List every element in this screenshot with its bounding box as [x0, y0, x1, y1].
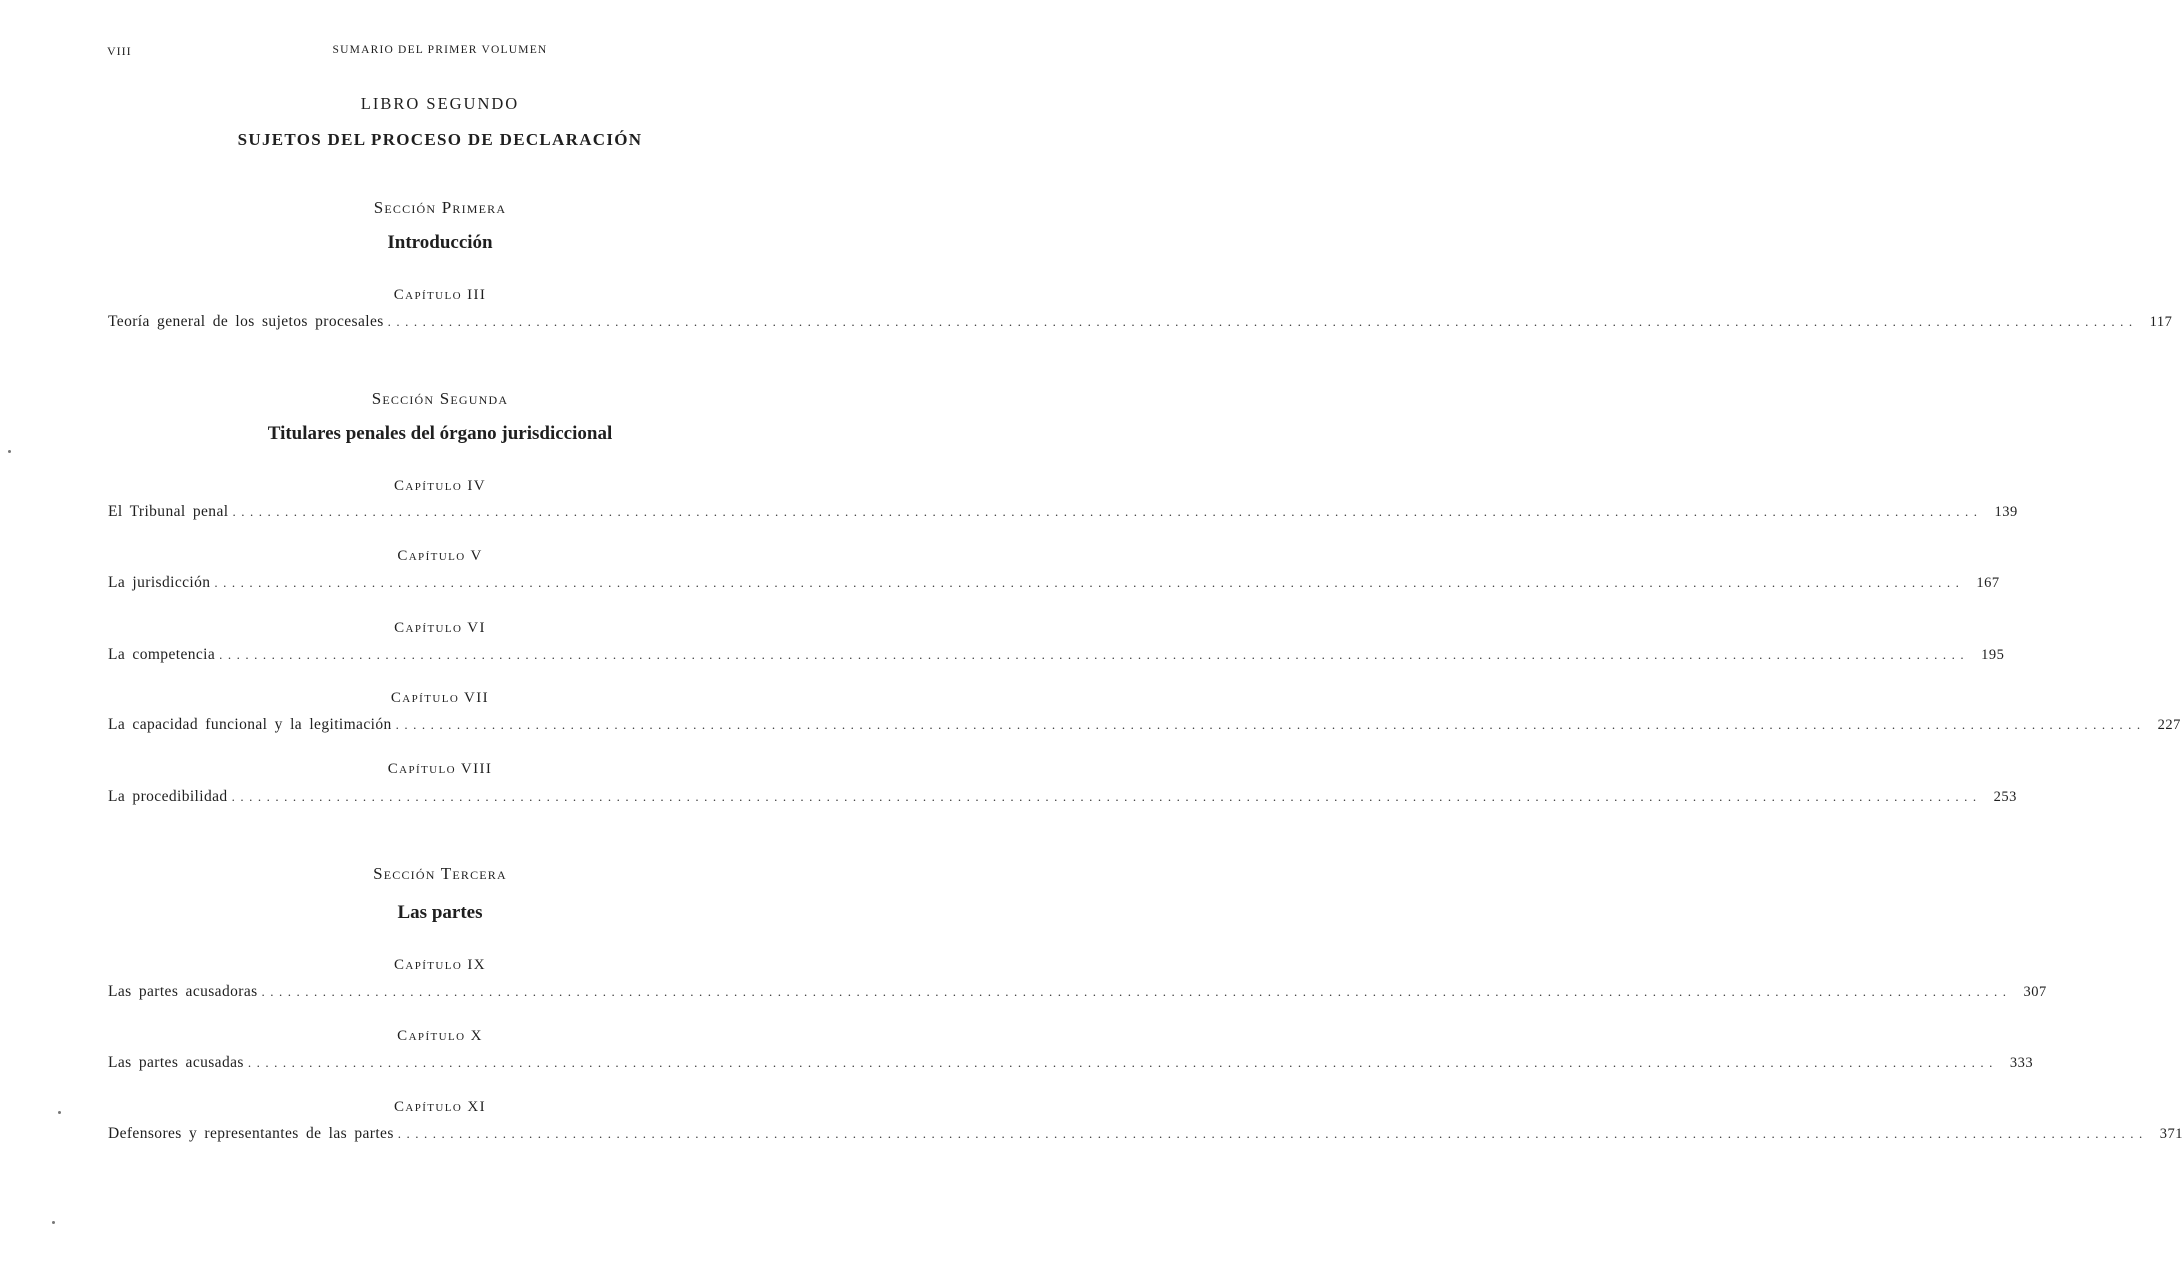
- toc-entry-page: 227: [2157, 717, 2181, 733]
- toc-entry: [108, 1125, 2183, 1143]
- section-label: Sección Tercera: [373, 864, 507, 883]
- chapter-label: Capítulo IX: [393, 957, 487, 973]
- book-title: SUJETOS DEL PROCESO DE DECLARACIÓN: [237, 130, 643, 149]
- toc-entry: [108, 983, 2047, 1001]
- toc-entry-title: El Tribunal penal: [108, 503, 229, 520]
- toc-entry-page: 253: [1993, 789, 2017, 805]
- chapter-label: Capítulo VI: [394, 620, 486, 636]
- chapter-label: Capítulo III: [393, 287, 487, 303]
- section-title: Titulares penales del órgano jurisdiccional: [267, 423, 613, 444]
- book-label: LIBRO SEGUNDO: [360, 94, 520, 113]
- toc-entry: [108, 716, 2181, 734]
- toc-entry-page: 307: [2023, 984, 2047, 1000]
- toc-entry: [108, 313, 2173, 331]
- section-title: Introducción: [387, 232, 493, 253]
- scan-speck: [58, 1111, 61, 1114]
- section-title: Las partes: [397, 902, 483, 923]
- chapter-label: Capítulo XI: [393, 1099, 487, 1115]
- toc-entry-page: 333: [2009, 1055, 2034, 1071]
- chapter-label: Capítulo VIII: [387, 761, 493, 777]
- toc-entry: [108, 788, 2017, 806]
- toc-entry-title: La capacidad funcional y la legitimación: [108, 716, 392, 733]
- toc-entry-title: Las partes acusadas: [108, 1054, 244, 1071]
- scan-speck: [52, 1221, 55, 1224]
- toc-entry-title: La competencia: [108, 646, 216, 663]
- section-label: Sección Primera: [373, 198, 507, 217]
- dot-leader: ........................................................................................................................................................................................................: [261, 984, 2012, 999]
- toc-entry-title: Defensores y representantes de las partes: [108, 1125, 394, 1142]
- toc-entry-page: 139: [1994, 504, 2018, 520]
- page-number: VIII: [107, 44, 132, 58]
- dot-leader: ........................................................................................................................................................................................................: [387, 314, 2138, 329]
- toc-entry-page: 371: [2159, 1126, 2183, 1142]
- toc-entry: [108, 503, 2018, 521]
- toc-entry-title: Teoría general de los sujetos procesales: [108, 313, 384, 330]
- toc-entry: [108, 646, 2005, 664]
- chapter-label: Capítulo VII: [390, 690, 490, 706]
- dot-leader: ........................................................................................................................................................................................................: [231, 789, 1982, 804]
- toc-entry-page: 195: [1981, 647, 2005, 663]
- toc-entry-title: Las partes acusadoras: [108, 983, 258, 1000]
- toc-entry-title: La procedibilidad: [108, 788, 228, 805]
- dot-leader: ........................................................................................................................................................................................................: [232, 504, 1983, 519]
- running-head: SUMARIO DEL PRIMER VOLUMEN: [332, 44, 548, 56]
- chapter-label: Capítulo IV: [393, 478, 487, 494]
- chapter-label: Capítulo V: [397, 548, 483, 564]
- toc-entry-page: 117: [2149, 314, 2173, 330]
- dot-leader: ........................................................................................................................................................................................................: [397, 1126, 2148, 1141]
- dot-leader: ........................................................................................................................................................................................................: [395, 717, 2146, 732]
- toc-entry-page: 167: [1976, 575, 2000, 591]
- toc-entry-title: La jurisdicción: [108, 574, 211, 591]
- scan-speck: [8, 450, 11, 453]
- section-label: Sección Segunda: [371, 389, 509, 408]
- toc-entry: [108, 574, 2000, 592]
- dot-leader: ........................................................................................................................................................................................................: [219, 647, 1970, 662]
- dot-leader: ........................................................................................................................................................................................................: [247, 1055, 1998, 1070]
- dot-leader: ........................................................................................................................................................................................................: [214, 575, 1965, 590]
- chapter-label: Capítulo X: [397, 1028, 483, 1044]
- toc-entry: [108, 1054, 2034, 1072]
